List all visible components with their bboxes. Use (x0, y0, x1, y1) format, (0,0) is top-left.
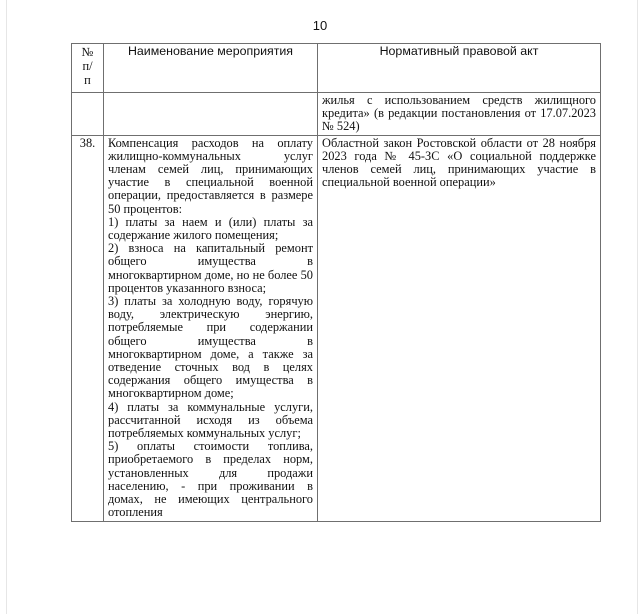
page-left-edge (6, 0, 7, 614)
cell-act-continuation (318, 93, 601, 136)
name-paragraph: Компенсация расходов на оплату жилищно-коммунальных услуг членам семей лиц, принимающих участие в специальной военной операции, предоставляется в размере 50 процентов: (108, 135, 313, 216)
act-continuation-text: жилья с использованием средств жилищного кредита» (в редакции постановления от 17.07.2023 № 524) (322, 93, 596, 134)
cell-act-38 (318, 135, 601, 521)
header-number-line: п/ (82, 59, 93, 73)
header-number-line: п (84, 73, 91, 87)
cell-name-empty (104, 93, 318, 136)
name-paragraph: 3) платы за холодную воду, горячую воду, электрическую энергию, потребляемые при содержании общего имущества в многоквартирном доме, а также за отведение сточных вод в целях содержания общего имущества в многоквартирном доме; (108, 294, 313, 401)
measures-table (71, 43, 601, 522)
cell-number-38: 38. (72, 135, 104, 521)
name-paragraph: 2) взноса на капитальный ремонт общего имущества в многоквартирном доме, но не более 50 процентов указанного взноса; (108, 241, 313, 295)
header-number-line: № (81, 45, 94, 59)
cell-number-empty (72, 93, 104, 136)
name-paragraph: 4) платы за коммунальные услуги, рассчитанной исходя из объема потребляемых коммунальных услуг; (108, 399, 313, 441)
header-number (72, 44, 104, 93)
table-row-continuation (72, 93, 601, 136)
header-measure-name: Наименование мероприятия (104, 44, 318, 93)
page-right-edge (637, 0, 638, 614)
table-row-38 (72, 135, 601, 521)
act-text-38: Областной закон Ростовской области от 28 ноября 2023 года № 45-ЗС «О социальной поддержке членов семей лиц, принимающих участие в специальной военной операции» (322, 135, 596, 190)
cell-name-38 (104, 135, 318, 521)
header-legal-act: Нормативный правовой акт (318, 44, 601, 93)
name-paragraph: 5) оплаты стоимости топлива, приобретаемого в пределах норм, установленных для продажи населению, - при проживании в домах, не имеющих центрального отопления (108, 439, 313, 520)
page-number: 10 (312, 18, 328, 33)
table-header-row (72, 44, 601, 93)
name-paragraph: 1) платы за наем и (или) платы за содержание жилого помещения; (108, 214, 313, 243)
